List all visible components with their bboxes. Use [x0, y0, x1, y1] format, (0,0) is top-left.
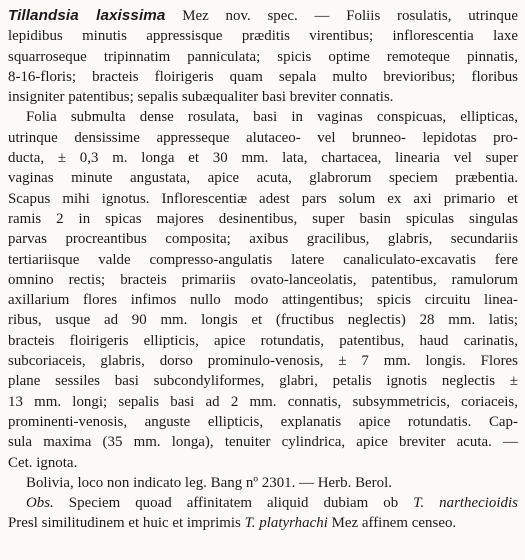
heading-text: Mez nov. spec. — Foliis rosulatis, utrinque — [165, 8, 518, 24]
description-line: ducta, ± 0,3 m. longa et 30 mm. lata, chartacea, linearia vel super — [8, 150, 518, 167]
obs-species-1: T. narthecioidis — [413, 495, 518, 512]
description-line: ribus, usque ad 90 mm. longis et (fructibus neglectis) 28 mm. latis; — [8, 312, 518, 329]
obs-text: Presl similitudinem et huic et imprimis — [8, 515, 245, 532]
obs-text: Mez affinem censeo. — [327, 515, 457, 532]
description-line: axillarium flores infimos nullo modo attingentibus; spicis circuitu linea- — [8, 292, 518, 309]
diagnosis-line: squarroseque tripinnatim panniculata; spicis optime remoteque pinnatis, — [8, 48, 518, 65]
description-line: utrinque densissime appresseque alutaceo- vel brunneo- lepidotas pro- — [8, 129, 518, 146]
description-line: tertiariisque valde compresso-angulatis latere canaliculato-excavatis fere — [8, 251, 518, 268]
description-line: omnino rectis; bracteis primariis ovato-lanceolatis, patentibus, ramulorum — [8, 271, 518, 288]
description-line: vaginas minute angustata, apice acuta, glabrorum speciem præbentia. — [8, 170, 518, 187]
obs-text: Speciem quoad affinitatem aliquid dubiam ob — [53, 495, 414, 512]
description-line: subcoriaceis, glabris, dorso prominulo-venosis, ± 7 mm. longis. Flores — [8, 353, 518, 370]
description-line: prominenti-venosis, anguste ellipticis, explanatis apice rotundatis. Cap- — [8, 413, 518, 430]
description-line: 13 mm. longi; sepalis basi ad 2 mm. connatis, subsymmetricis, coriaceis, — [8, 393, 518, 410]
species-name: Tillandsia laxissima — [8, 7, 166, 24]
description-line: Scapus mihi ignotus. Inflorescentiæ adest pars solum ex axi primario et — [8, 190, 518, 207]
obs-line — [8, 493, 518, 513]
heading-line — [8, 6, 518, 26]
description-line: parvas procreantibus composita; axibus gracilibus, glabris, secundariis — [8, 231, 518, 248]
obs-species-2: T. platyrhachi — [244, 515, 328, 532]
locality-line: Bolivia, loco non indicato leg. Bang nº 2301. — Herb. Berol. — [26, 474, 393, 491]
description-line: sula maxima (35 mm. longa), tenuiter cylindrica, apice breviter acuta. — — [8, 434, 518, 451]
diagnosis-line: insigniter patentibus; sepalis subæqualiter basi breviter connatis. — [8, 89, 394, 106]
diagnosis-line: lepidibus minutis appressisque præditis virentibus; inflorescentia laxe — [8, 28, 518, 45]
description-line: ramis 2 in spicas majores desinentibus, super basin spiculas singulas — [8, 210, 518, 227]
description-line: plane sessiles basi subcondyliformes, glabri, petalis ignotis neglectis ± — [8, 373, 518, 390]
description-line: Cet. ignota. — [8, 454, 78, 471]
description-line: bracteis floirigeris ellipticis, apice rotundatis, patentibus, haud carinatis, — [8, 332, 518, 349]
description-line: Folia submulta dense rosulata, basi in vaginas conspicuas, ellipticas, — [26, 109, 518, 126]
obs-label: Obs. — [26, 495, 54, 512]
obs-line — [8, 513, 518, 533]
diagnosis-line: 8-16-floris; bracteis floirigeris quam sepala multo brevioribus; floribus — [8, 68, 518, 85]
